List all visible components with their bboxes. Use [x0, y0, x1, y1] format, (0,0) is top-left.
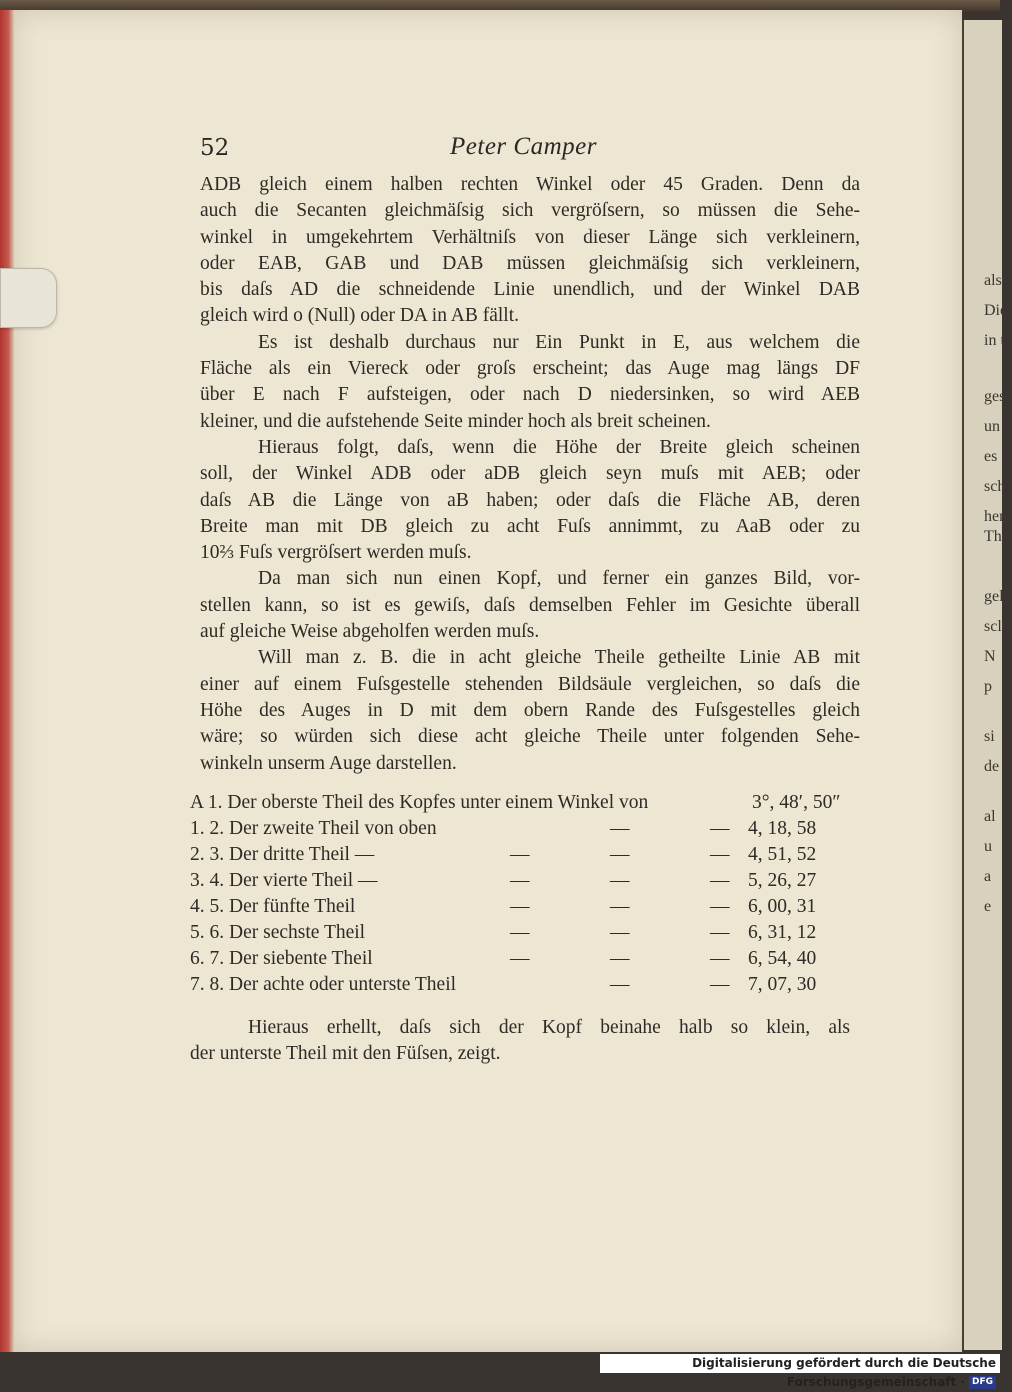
text-line: oder EAB, GAB und DAB müssen gleichmäſsig sich verkleinern, — [200, 252, 860, 274]
text-line: daſs AB die Länge von aB haben; oder daſs die Fläche AB, deren — [200, 489, 860, 511]
text-line: kleiner, und die aufstehende Seite minder hoch als breit scheinen. — [200, 410, 711, 432]
ditto-dash: — — [610, 948, 630, 969]
ditto-dash: — — [710, 974, 730, 995]
table-row — [190, 972, 850, 998]
table-row — [190, 894, 850, 920]
table-row — [190, 868, 850, 894]
adjacent-page-fragment: u — [984, 838, 992, 855]
table-row — [190, 920, 850, 946]
row-label: A 1. Der oberste Theil des Kopfes unter einem Winkel von — [190, 792, 649, 813]
text-line: auf gleiche Weise abgeholfen werden muſs. — [200, 621, 540, 643]
page-edge-left — [0, 10, 14, 1352]
text-line: Da man sich nun einen Kopf, und ferner ein ganzes Bild, vor- — [258, 568, 860, 590]
row-label: 7. 8. Der achte oder unterste Theil — [190, 974, 457, 995]
angle-value: 6, 54, 40 — [748, 948, 817, 969]
adjacent-page-fragment: de — [984, 758, 1000, 775]
text-line: winkel in umgekehrtem Verhältniſs von dieser Länge sich verkleinern, — [200, 226, 860, 248]
angle-value: 7, 07, 30 — [748, 974, 817, 995]
text-line: auch die Secanten gleichmäſsig sich vergröſsern, so müssen die Sehe- — [200, 200, 860, 222]
adjacent-page-fragment: scl — [984, 618, 1002, 635]
ditto-dash: — — [710, 922, 730, 943]
text-line: Hieraus erhellt, daſs sich der Kopf beinahe halb so klein, als — [248, 1017, 850, 1038]
text-line: 10⅔ Fuſs vergröſsert werden muſs. — [200, 542, 472, 564]
row-label: 6. 7. Der siebente Theil — [190, 948, 373, 969]
ditto-dash: — — [510, 896, 530, 917]
adjacent-page — [962, 20, 1012, 1350]
angle-value: 3°, 48′, 50″ — [752, 792, 841, 813]
adjacent-page-fragment: in t — [984, 332, 1005, 349]
ditto-dash: — — [710, 896, 730, 917]
row-label: 5. 6. Der sechste Theil — [190, 922, 366, 943]
text-line: Will man z. B. die in acht gleiche Theile getheilte Linie AB mit — [258, 647, 860, 669]
adjacent-page-fragment: p — [984, 678, 992, 695]
ditto-dash: — — [510, 948, 530, 969]
adjacent-page-fragment: N — [984, 648, 996, 665]
table-row — [190, 790, 850, 816]
angle-value: 5, 26, 27 — [748, 870, 817, 891]
ditto-dash: — — [510, 844, 530, 865]
text-line: ADB gleich einem halben rechten Winkel oder 45 Graden. Denn da — [200, 174, 860, 195]
adjacent-page-fragment: gese — [984, 388, 1012, 405]
adjacent-page-fragment: sch — [984, 478, 1006, 495]
angle-value: 4, 18, 58 — [748, 818, 817, 839]
row-label: 2. 3. Der dritte Theil — — [190, 844, 375, 865]
row-label: 1. 2. Der zweite Theil von oben — [190, 818, 437, 839]
ditto-dash: — — [710, 870, 730, 891]
adjacent-page-fragment: e — [984, 898, 992, 915]
adjacent-page-fragment: al — [984, 808, 996, 825]
adjacent-page-fragment: als — [984, 272, 1002, 289]
running-head-title: Peter Camper — [450, 133, 597, 160]
text-line: Hieraus folgt, daſs, wenn die Höhe der Breite gleich scheinen — [258, 436, 860, 458]
page-clip — [0, 268, 57, 328]
row-label: 3. 4. Der vierte Theil — — [190, 870, 378, 891]
text-line: Es ist deshalb durchaus nur Ein Punkt in E, aus welchem die — [258, 331, 860, 353]
ditto-dash: — — [510, 922, 530, 943]
adjacent-page-fragment: si — [984, 728, 995, 745]
table-row — [190, 816, 850, 842]
body-text — [200, 172, 860, 777]
ditto-dash: — — [610, 922, 630, 943]
ditto-dash: — — [710, 818, 730, 839]
ditto-dash: — — [610, 844, 630, 865]
text-line: gleich wird o (Null) oder DA in AB fällt. — [200, 305, 519, 327]
text-line: Breite man mit DB gleich zu acht Fuſs annimmt, zu AaB oder zu — [200, 515, 860, 537]
angle-table — [190, 790, 850, 998]
text-line: der unterste Theil mit den Füſsen, zeigt. — [190, 1043, 501, 1065]
text-line: stellen kann, so ist es gewiſs, daſs demselben Fehler im Gesichte überall — [200, 594, 860, 616]
running-head — [200, 135, 860, 165]
adjacent-page-fragment: un — [984, 418, 1000, 435]
ditto-dash: — — [610, 870, 630, 891]
text-line: bis daſs AD die schneidende Linie unendlich, und der Winkel DAB — [200, 279, 860, 301]
angle-value: 6, 31, 12 — [748, 922, 817, 943]
adjacent-page-fragment: hen — [984, 508, 1008, 525]
text-line: Fläche als ein Viereck oder groſs erscheint; das Auge mag längs DF — [200, 358, 860, 380]
text-line: über E nach F aufsteigen, oder nach D niedersinken, so wird AEB — [200, 384, 860, 406]
adjacent-page-fragment: Th — [984, 528, 1002, 545]
page-number: 52 — [200, 135, 230, 161]
dfg-logo: DFG — [969, 1376, 996, 1389]
text-line: wäre; so würden sich diese acht gleiche Theile unter folgenden Sehe- — [200, 726, 860, 748]
text-line: Höhe des Auges in D mit dem obern Rande des Fuſsgestelles gleich — [200, 699, 860, 721]
table-row — [190, 946, 850, 972]
adjacent-page-fragment: gel — [984, 588, 1004, 605]
text-line: soll, der Winkel ADB oder aDB gleich seyn muſs mit AEB; oder — [200, 463, 860, 485]
adjacent-page-fragment: Die — [984, 302, 1008, 319]
adjacent-page-fragment: a — [984, 868, 992, 885]
digitization-credit — [600, 1354, 1000, 1389]
text-line: einer auf einem Fuſsgestelle stehenden Bildsäule vergleichen, so daſs die — [200, 673, 860, 695]
closing-paragraph — [190, 1015, 850, 1068]
angle-value: 4, 51, 52 — [748, 844, 817, 865]
row-label: 4. 5. Der fünfte Theil — [190, 896, 356, 917]
ditto-dash: — — [610, 896, 630, 917]
ditto-dash: — — [710, 844, 730, 865]
ditto-dash: — — [610, 974, 630, 995]
text-line: winkeln unserm Auge darstellen. — [200, 752, 457, 774]
angle-value: 6, 00, 31 — [748, 896, 817, 917]
credit-text: Digitalisierung gefördert durch die Deutsche Forschungsgemeinschaft · — [692, 1356, 996, 1389]
ditto-dash: — — [610, 818, 630, 839]
adjacent-page-fragment: es — [984, 448, 998, 465]
ditto-dash: — — [510, 870, 530, 891]
table-row — [190, 842, 850, 868]
ditto-dash: — — [710, 948, 730, 969]
